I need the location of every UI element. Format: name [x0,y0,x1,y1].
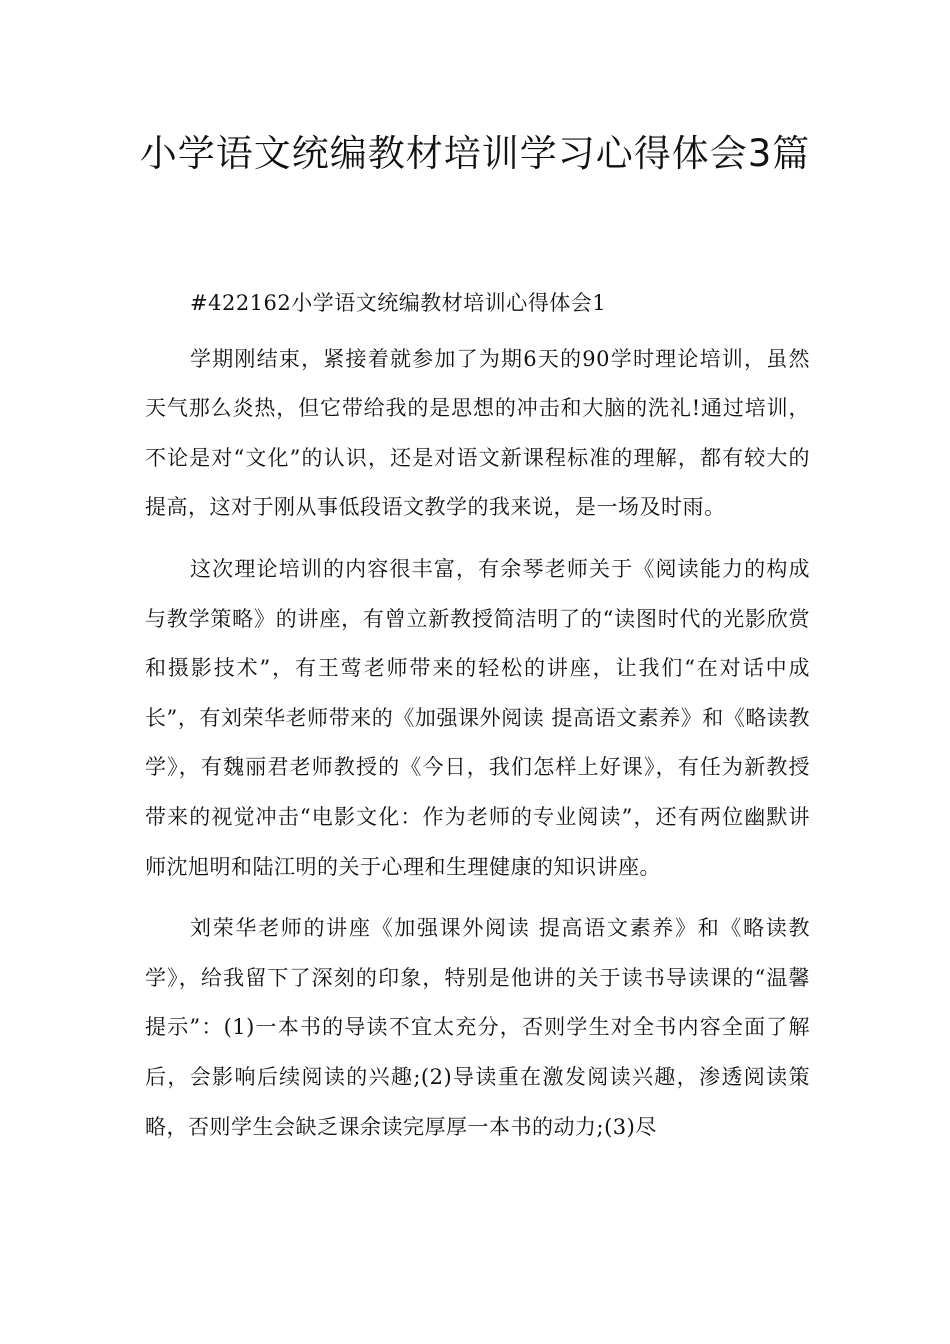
section-heading: #422162小学语文统编教材培训心得体会1 [190,291,607,315]
paragraph: 刘荣华老师的讲座《加强课外阅读 提高语文素养》和《略读教学》，给我留下了深刻的印象，特别是他讲的关于读书导读课的“温馨提示”：(1)一本书的导读不宜太充分，否则学生对全书内容全面了解后，会影响后续阅读的兴趣;(2)导读重在激发阅读兴趣，渗透阅读策略，否则学生会缺乏课余读完厚厚一本书的动力;(3)尽 [145,916,810,1139]
document-title: 小学语文统编教材培训学习心得体会3篇 [139,132,811,175]
document-body [145,279,810,1164]
paragraph: 学期刚结束，紧接着就参加了为期6天的90学时理论培训，虽然天气那么炎热，但它带给我的是思想的冲击和大脑的洗礼!通过培训，不论是对“文化”的认识，还是对语文新课程标准的理解，都有较大的提高，这对于刚从事低段语文教学的我来说，是一场及时雨。 [145,346,810,520]
paragraph: 这次理论培训的内容很丰富，有余琴老师关于《阅读能力的构成与教学策略》的讲座，有曾立新教授简洁明了的“读图时代的光影欣赏和摄影技术”，有王莺老师带来的轻松的讲座，让我们“在对话中成长”，有刘荣华老师带来的《加强课外阅读 提高语文素养》和《略读教学》，有魏丽君老师教授的《今日，我们怎样上好课》，有任为新教授带来的视觉冲击“电影文化：作为老师的专业阅读”，还有两位幽默讲师沈旭明和陆江明的关于心理和生理健康的知识讲座。 [145,556,810,879]
